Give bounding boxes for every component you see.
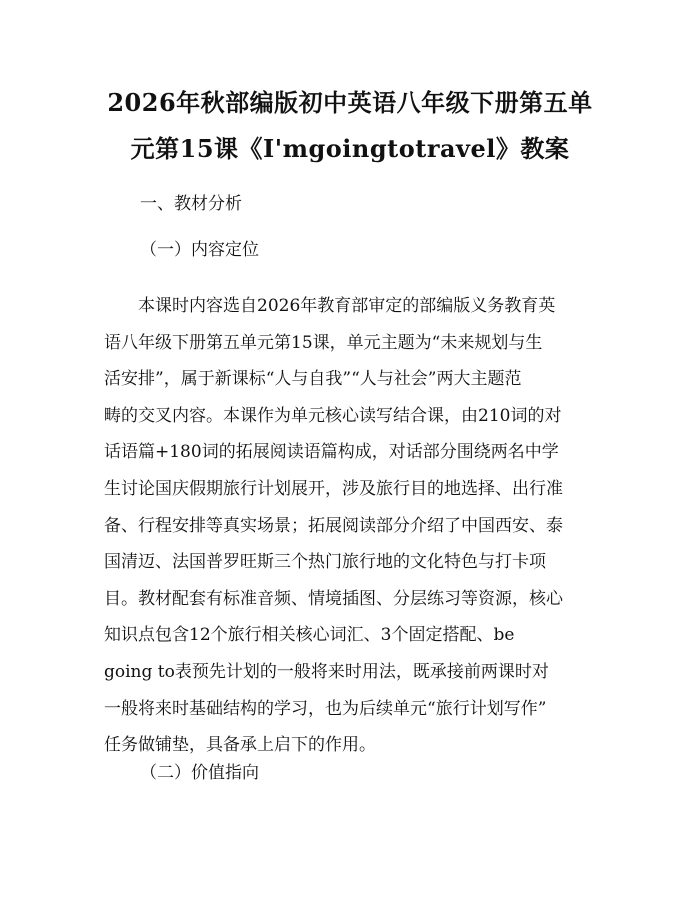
subsection-heading-content-positioning: （一）内容定位 [140, 240, 259, 260]
paragraph-line: 国清迈、法国普罗旺斯三个热门旅行地的文化特色与打卡项 [104, 552, 546, 573]
paragraph-line: 目。教材配套有标准音频、情境插图、分层练习等资源，核心 [104, 588, 563, 609]
subsection-heading-value-orientation: （二）价值指向 [140, 763, 259, 783]
paragraph-line: 生讨论国庆假期旅行计划展开，涉及旅行目的地选择、出行准 [104, 478, 563, 499]
paragraph-line: 备、行程安排等真实场景；拓展阅读部分介绍了中国西安、泰 [104, 515, 563, 536]
paragraph-line: 本课时内容选自2026年教育部审定的部编版义务教育英 [104, 296, 556, 316]
paragraph-line: going to表预先计划的一般将来时用法，既承接前两课时对 [104, 661, 549, 682]
paragraph-line: 任务做铺垫，具备承上启下的作用。 [104, 735, 376, 756]
paragraph-line: 话语篇+180词的拓展阅读语篇构成，对话部分围绕两名中学 [104, 442, 559, 463]
paragraph-line: 语八年级下册第五单元第15课，单元主题为“未来规划与生 [104, 332, 543, 353]
content-positioning-paragraph [104, 288, 599, 764]
paragraph-line: 活安排”，属于新课标“人与自我”“人与社会”两大主题范 [104, 369, 522, 390]
paragraph-line: 一般将来时基础结构的学习，也为后续单元“旅行计划写作” [104, 698, 547, 719]
paragraph-line: 畴的交叉内容。本课作为单元核心读写结合课，由210词的对 [104, 405, 562, 426]
document-title-line-1: 2026年秋部编版初中英语八年级下册第五单 [107, 88, 593, 117]
paragraph-line: 知识点包含12个旅行相关核心词汇、3个固定搭配、be [104, 625, 515, 646]
document-title-line-2: 元第15课《I'mgoingtotravel》教案 [130, 134, 570, 163]
section-heading-teaching-material-analysis: 一、教材分析 [140, 194, 242, 214]
